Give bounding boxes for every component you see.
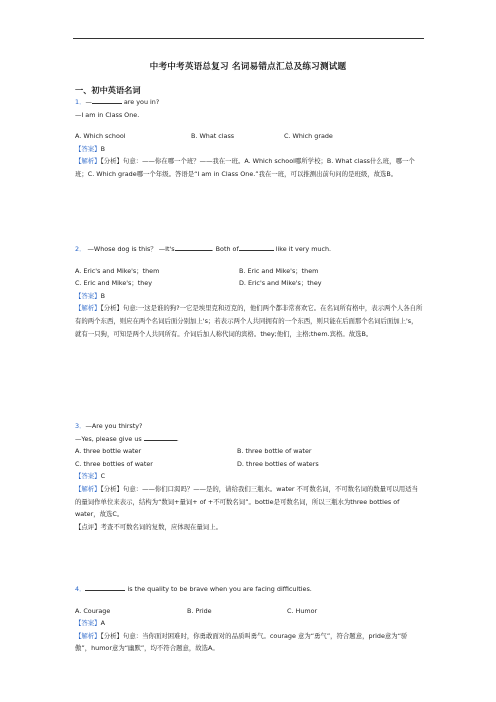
- answer-blank: [85, 583, 125, 591]
- question-2: [75, 243, 423, 340]
- question-3-prompt: 3．—Are you thirsty?: [75, 422, 143, 430]
- option-d: D. three bottles of waters: [237, 459, 319, 468]
- option-b: B. three bottle of water: [237, 447, 312, 456]
- question-3-comment: 【点评】考查不可数名词的复数，应体现在量词上。: [75, 522, 222, 531]
- question-1-prompt: 1．— are you in?: [75, 98, 160, 106]
- question-3-options-row1: [75, 445, 423, 458]
- option-c: C. three bottles of water: [75, 459, 153, 468]
- option-a: A. Eric's and Mike's；them: [75, 266, 160, 275]
- question-3-analysis: 【解析】【分析】句意：——你们口渴吗？——是的，请给我们三瓶水。water 不可数名词，不可数名词的数量可以用适当的量词作单位来表示，结构为“数词+量词+ of +不可数名词”。bottle是可数名词，所以三瓶水为three bottles of water，故选C。: [75, 484, 418, 519]
- answer-blank: [92, 96, 122, 104]
- question-2-prompt: 2． —Whose dog is this？ —It's . Both of like it very much.: [75, 245, 332, 253]
- question-1-options: [75, 130, 423, 143]
- option-b: B. Eric and Mike's；them: [239, 266, 319, 275]
- option-d: D. Eric's and Mike's；they: [239, 279, 322, 288]
- question-number: 2．: [75, 245, 86, 253]
- question-number: 4．: [75, 585, 86, 593]
- answer-blank: [144, 433, 177, 441]
- question-4: [75, 583, 423, 655]
- question-1-analysis: 【解析】【分析】句意：——你在哪一个班？——我在一班。A. Which school哪所学校；B. What class什么班，哪一个班；C. Which grade哪一个年级。答语是“I am in Class One.”我在一班，可以推测出前句问的是班级，故选B。: [75, 157, 415, 178]
- question-4-options: [75, 605, 423, 618]
- question-number: 1．: [75, 98, 86, 106]
- answer-blank: [239, 243, 274, 251]
- section-heading: 一、初中英语名词: [75, 85, 141, 95]
- question-2-options-row2: [75, 277, 423, 290]
- option-a: A. Which school: [75, 132, 126, 141]
- answer-blank: [175, 243, 212, 251]
- question-1-reply: —I am in Class One.: [75, 110, 140, 119]
- question-2-options-row1: [75, 265, 423, 278]
- question-number: 3．: [75, 422, 86, 430]
- option-b: B. What class: [191, 132, 235, 141]
- header-rule: [73, 38, 424, 39]
- question-1: [75, 96, 423, 181]
- question-4-analysis: 【解析】【分析】句意：当你面对困难时，你勇敢面对的品质叫勇气。courage 意为“勇气”，符合题意，pride意为“骄傲”，humor意为“幽默”，均不符合题意，故选A。: [75, 631, 408, 653]
- question-2-analysis: 【解析】【分析】句意:一这是谁的狗?一它是埃里克和迈克的，他们两个都非常喜欢它。在名词所有格中，表示两个人各自所有的两个东西，则应在两个名词后面分别加上's；若表示两个人共同拥有的一个东西，则只能在后面那个名词后面加上's，就有一只狗，可知是两个人共同所有。介词后加人称代词的宾格。they;他们，主格;them.宾格。故选B。: [75, 304, 423, 338]
- question-3-options-row2: [75, 458, 423, 471]
- question-3: [75, 420, 423, 533]
- question-1-answer: 【答案】B: [75, 144, 105, 153]
- option-c: C. Which grade: [284, 132, 333, 141]
- question-4-prompt: 4． is the quality to be brave when you are facing difficulties.: [75, 585, 312, 593]
- document-title: 中考中考英语总复习 名词易错点汇总及练习测试题: [149, 62, 347, 72]
- question-3-reply: —Yes, please give us .: [75, 434, 179, 443]
- option-a: A. three bottle water: [75, 447, 142, 456]
- question-4-answer: 【答案】A: [75, 619, 105, 628]
- option-c: C. Eric and Mike's；they: [75, 279, 153, 288]
- option-c: C. Humor: [287, 606, 318, 615]
- option-a: A. Courage: [75, 606, 111, 615]
- question-2-answer: 【答案】B: [75, 291, 105, 300]
- option-b: B. Pride: [187, 606, 212, 615]
- question-3-answer: 【答案】C: [75, 472, 106, 481]
